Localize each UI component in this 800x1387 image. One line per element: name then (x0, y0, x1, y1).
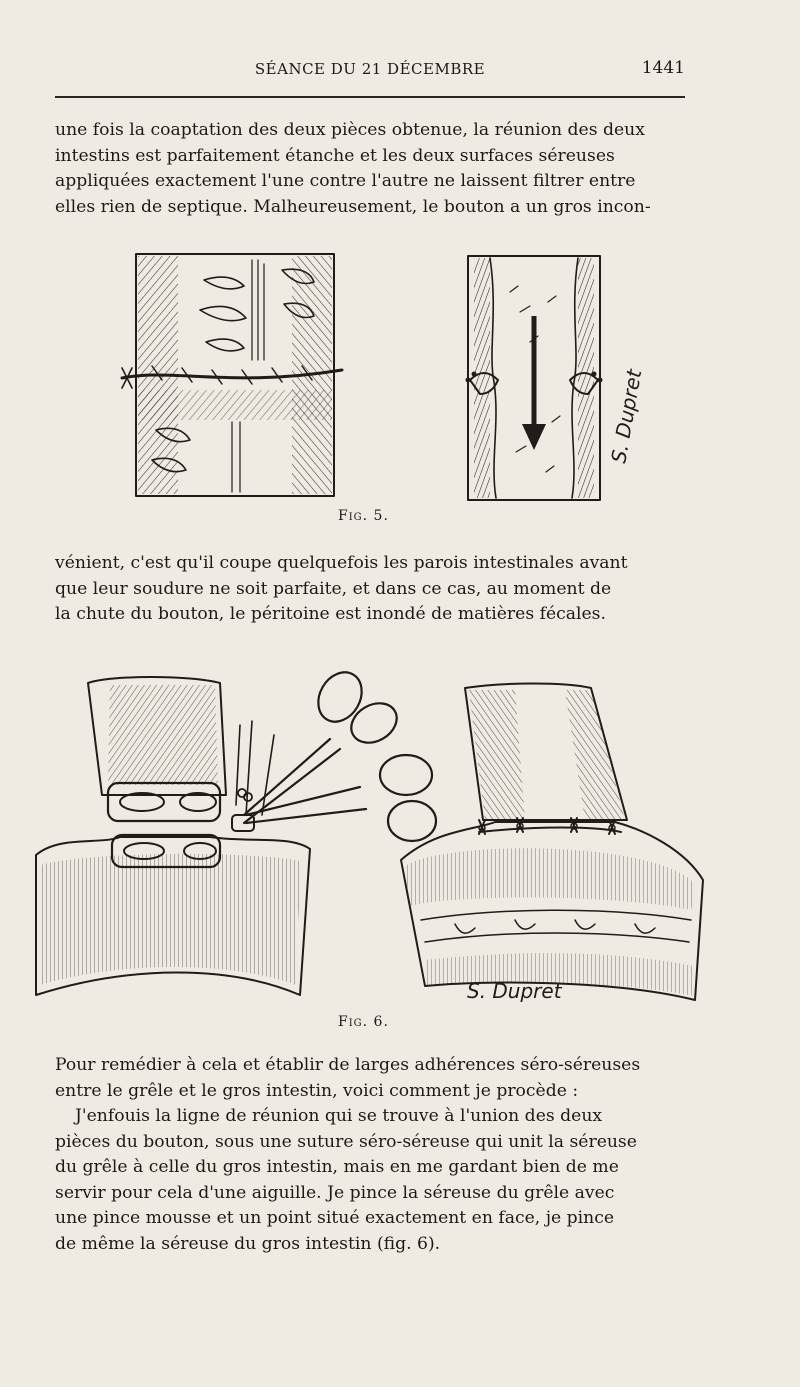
paragraph-1 (55, 118, 685, 220)
figure-6-right-illustration (395, 680, 705, 1010)
text-line: Pour remédier à cela et établir de larges adhérences séro-séreuses (55, 1055, 641, 1075)
paragraph-3 (55, 1053, 685, 1104)
page-header (55, 56, 685, 96)
page-number: 1441 (641, 58, 685, 78)
text-line: servir pour cela d'une aiguille. Je pince la séreuse du grêle avec (55, 1182, 615, 1203)
figure-5-caption: Fig. 5. (338, 508, 389, 524)
figure-5-signature: S. Dupret (606, 367, 647, 465)
text-line: appliquées exactement l'une contre l'autre ne laissent filtrer entre (55, 171, 636, 191)
text-line: pièces du bouton, sous une suture séro-séreuse qui unit la séreuse (55, 1131, 637, 1152)
text-line: J'enfouis la ligne de réunion qui se trouve à l'union des deux (75, 1106, 603, 1126)
paragraph-2 (55, 551, 685, 628)
figure-6-left-illustration (30, 665, 440, 1005)
text-line: la chute du bouton, le péritoine est inondé de matières fécales. (55, 604, 606, 624)
running-head: SÉANCE DU 21 DÉCEMBRE (254, 60, 486, 78)
text-line: entre le grêle et le gros intestin, voici comment je procède : (55, 1080, 579, 1101)
text-line: vénient, c'est qu'il coupe quelquefois les parois intestinales avant (55, 553, 628, 573)
figure-6-signature: S. Dupret (467, 979, 562, 1003)
text-line: une pince mousse et un point situé exactement en face, je pince (55, 1208, 615, 1228)
text-line: intestins est parfaitement étanche et les deux surfaces séreuses (55, 145, 615, 166)
text-line: elles rien de septique. Malheureusement, le bouton a un gros incon- (55, 196, 651, 217)
text-line: une fois la coaptation des deux pièces obtenue, la réunion des deux (55, 120, 645, 140)
text-line: que leur soudure ne soit parfaite, et dans ce cas, au moment de (55, 578, 612, 599)
figure-5-right-illustration (460, 252, 647, 502)
figure-5-left-illustration (112, 250, 352, 500)
text-line: du grêle à celle du gros intestin, mais en me gardant bien de me (55, 1157, 619, 1177)
text-line: de même la séreuse du gros intestin (fig. 6). (55, 1233, 441, 1254)
paragraph-4 (55, 1104, 685, 1257)
header-rule (55, 96, 685, 98)
figure-6-caption: Fig. 6. (338, 1014, 389, 1030)
